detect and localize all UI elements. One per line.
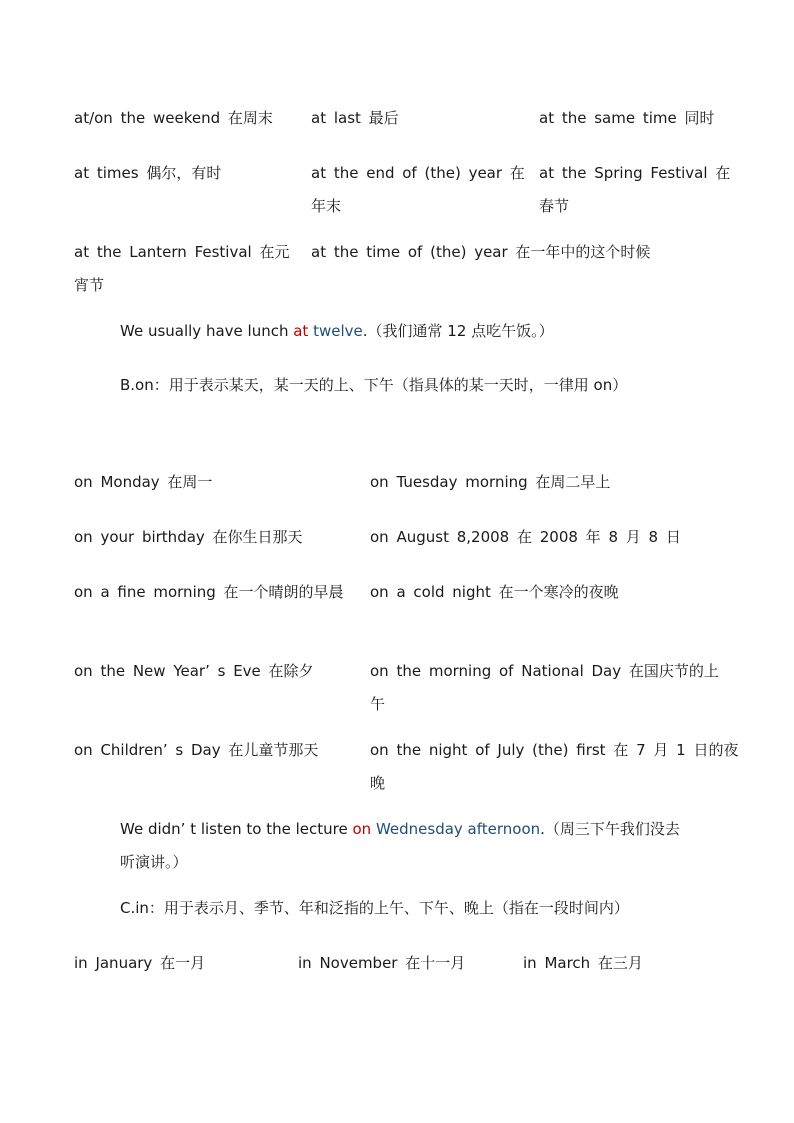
on-phrase: on the morning of National Day 在国庆节的上午 [370, 662, 719, 713]
preposition-highlight: on [352, 820, 372, 838]
time-highlight: Wednesday afternoon [375, 820, 541, 838]
in-phrase: in January 在一月 [74, 954, 206, 972]
on-phrase: on Children’ s Day 在儿童节那天 [74, 741, 319, 759]
on-phrase: on Tuesday morning 在周二早上 [370, 473, 611, 491]
section-b-heading: B.on：用于表示某天，某一天的上、下午（指具体的某一天时，一律用 on） [120, 376, 628, 394]
at-phrase: at/on the weekend 在周末 [74, 109, 273, 127]
time-highlight: twelve [313, 322, 363, 340]
example-sentence-on [120, 813, 680, 879]
on-phrase: on a cold night 在一个寒冷的夜晚 [370, 583, 619, 601]
on-phrase: on a fine morning 在一个晴朗的早晨 [74, 583, 344, 601]
preposition-highlight: at [293, 322, 309, 340]
on-phrase: on the New Year’ s Eve 在除夕 [74, 662, 314, 680]
sentence-text: .（周三下午我们没去听演讲。） [120, 820, 680, 871]
at-phrase: at the Spring Festival 在春节 [539, 164, 731, 215]
at-phrase: at last 最后 [311, 109, 399, 127]
sentence-text: .（我们通常 12 点吃午饭。） [362, 322, 554, 340]
on-phrase: on your birthday 在你生日那天 [74, 528, 303, 546]
at-phrase: at the same time 同时 [539, 109, 715, 127]
on-phrase: on Monday 在周一 [74, 473, 213, 491]
sentence-text: We usually have lunch [120, 322, 294, 340]
on-phrase: on August 8,2008 在 2008 年 8 月 8 日 [370, 528, 681, 546]
at-phrase: at times 偶尔，有时 [74, 164, 222, 182]
at-phrase: at the time of (the) year 在一年中的这个时候 [311, 243, 651, 261]
in-phrase: in March 在三月 [523, 954, 643, 972]
sentence-text: We didn’ t listen to the lecture [120, 820, 353, 838]
on-phrase: on the night of July (the) first 在 7 月 1 日的夜晚 [370, 741, 739, 792]
at-phrase: at the Lantern Festival 在元宵节 [74, 243, 290, 294]
in-phrase: in November 在十一月 [298, 954, 466, 972]
at-phrase: at the end of (the) year 在年末 [311, 164, 525, 215]
example-sentence-at [120, 315, 720, 348]
section-c-heading: C.in：用于表示月、季节、年和泛指的上午、下午、晚上（指在一段时间内） [120, 899, 629, 917]
